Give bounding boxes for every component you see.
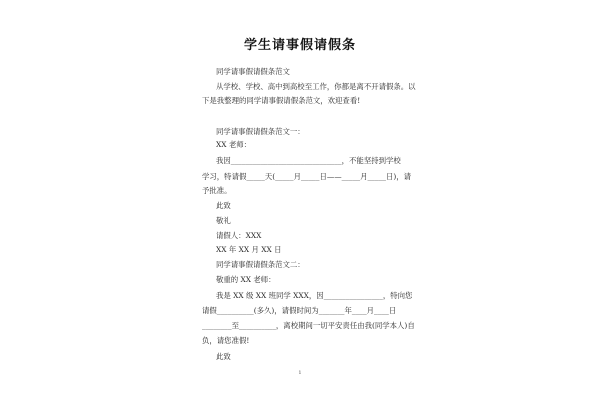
closing-line: 此致: [216, 201, 231, 210]
paragraph-line: 从学校、学校、高中到高校至工作，你都是离不开请假条。以: [216, 82, 416, 91]
page-number: 1: [298, 370, 302, 376]
paragraph-line: ________至__________，离校期间一切平安责任由我(同学本人)自: [202, 321, 415, 330]
closing-line: 此致: [216, 352, 231, 361]
paragraph-line: 我是 XX 级 XX 班同学 XXX，因________________，特向您: [216, 291, 413, 300]
salutation: XX 老师：: [216, 140, 252, 149]
closing-line: 敬礼: [216, 216, 231, 225]
paragraph-line: 我因______________________________，不能坚持到学校: [216, 156, 401, 165]
section-heading: 同学请事假请假条范文二：: [216, 260, 305, 269]
paragraph-line: 学习，特请假_____天(_____月_____日——_____月_____日)，请: [202, 172, 412, 181]
paragraph-line: 予批准。: [202, 186, 232, 195]
paragraph-line: 下是我整理的同学请事假请假条范文，欢迎查看!: [202, 96, 361, 105]
document-title: 学生请事假请假条: [243, 38, 356, 53]
section-heading: 同学请事假请假条范文: [216, 67, 290, 76]
date-line: XX 年 XX 月 XX 日: [216, 245, 282, 254]
paragraph-line: 请假__________(多久)，请假时间为_______年____月____日: [202, 306, 397, 315]
section-heading: 同学请事假请假条范文一：: [216, 127, 305, 136]
salutation: 敬重的 XX 老师：: [216, 275, 276, 284]
paragraph-line: 负，请您准假!: [202, 336, 250, 345]
signature-line: 请假人：XXX: [216, 231, 262, 240]
